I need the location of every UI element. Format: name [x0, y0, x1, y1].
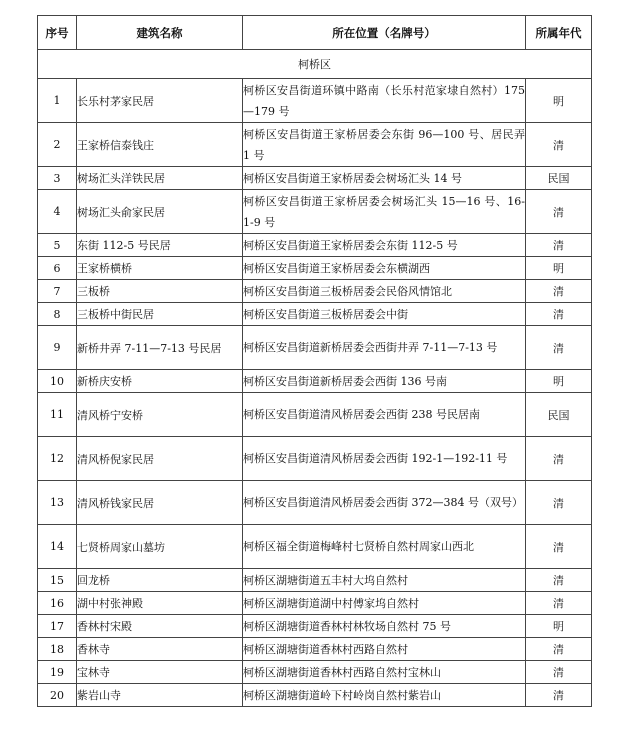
- table-row: [38, 280, 592, 303]
- location-cell: 柯桥区湖塘街道香林村西路自然村宝林山: [243, 661, 526, 684]
- table-row: [38, 684, 592, 707]
- era-cell: 清: [526, 437, 592, 481]
- heritage-building-table: [37, 15, 592, 707]
- table-row: [38, 592, 592, 615]
- table-row: [38, 569, 592, 592]
- location-cell: 柯桥区湖塘街道五丰村大坞自然村: [243, 569, 526, 592]
- building-name-cell: 宝林寺: [77, 661, 243, 684]
- location-cell: 柯桥区安昌街道清风桥居委会西街 372—384 号（双号）: [243, 481, 526, 525]
- location-cell: 柯桥区安昌街道王家桥居委会树场汇头 14 号: [243, 167, 526, 190]
- building-name-cell: 三板桥中街民居: [77, 303, 243, 326]
- table-row: [38, 638, 592, 661]
- building-name-cell: 新桥庆安桥: [77, 370, 243, 393]
- row-number: 2: [38, 123, 77, 167]
- era-cell: 清: [526, 123, 592, 167]
- table-row: [38, 437, 592, 481]
- era-cell: 清: [526, 326, 592, 370]
- location-cell: 柯桥区安昌街道新桥居委会西街 136 号南: [243, 370, 526, 393]
- building-name-cell: 香林村宋殿: [77, 615, 243, 638]
- era-cell: 清: [526, 661, 592, 684]
- row-number: 8: [38, 303, 77, 326]
- row-number: 16: [38, 592, 77, 615]
- row-number: 17: [38, 615, 77, 638]
- era-cell: 清: [526, 234, 592, 257]
- location-cell: 柯桥区湖塘街道岭下村岭岗自然村紫岩山: [243, 684, 526, 707]
- row-number: 20: [38, 684, 77, 707]
- location-cell: 柯桥区安昌街道三板桥居委会中街: [243, 303, 526, 326]
- era-cell: 明: [526, 79, 592, 123]
- header-era: 所属年代: [526, 16, 592, 50]
- building-name-cell: 长乐村茅家民居: [77, 79, 243, 123]
- building-name-cell: 七贤桥周家山墓坊: [77, 525, 243, 569]
- table-row: [38, 326, 592, 370]
- era-cell: 清: [526, 481, 592, 525]
- row-number: 4: [38, 190, 77, 234]
- header-location: 所在位置（名牌号）: [243, 16, 526, 50]
- location-cell: 柯桥区安昌街道新桥居委会西街井弄 7-11—7-13 号: [243, 326, 526, 370]
- row-number: 7: [38, 280, 77, 303]
- location-cell: 柯桥区安昌街道王家桥居委会树场汇头 15—16 号、16-1-9 号: [243, 190, 526, 234]
- row-number: 13: [38, 481, 77, 525]
- table-row: [38, 167, 592, 190]
- row-number: 5: [38, 234, 77, 257]
- building-name-cell: 紫岩山寺: [77, 684, 243, 707]
- era-cell: 清: [526, 280, 592, 303]
- table-row: [38, 370, 592, 393]
- row-number: 15: [38, 569, 77, 592]
- table-row: [38, 393, 592, 437]
- location-cell: 柯桥区湖塘街道香林村林牧场自然村 75 号: [243, 615, 526, 638]
- building-name-cell: 树场汇头俞家民居: [77, 190, 243, 234]
- table-header: [38, 16, 592, 50]
- row-number: 11: [38, 393, 77, 437]
- building-name-cell: 王家桥横桥: [77, 257, 243, 280]
- table-row: [38, 79, 592, 123]
- era-cell: 清: [526, 638, 592, 661]
- building-name-cell: 湖中村张神殿: [77, 592, 243, 615]
- location-cell: 柯桥区安昌街道环镇中路南（长乐村范家埭自然村）175—179 号: [243, 79, 526, 123]
- table-row: [38, 234, 592, 257]
- era-cell: 清: [526, 684, 592, 707]
- row-number: 19: [38, 661, 77, 684]
- location-cell: 柯桥区福全街道梅峰村七贤桥自然村周家山西北: [243, 525, 526, 569]
- building-name-cell: 回龙桥: [77, 569, 243, 592]
- row-number: 10: [38, 370, 77, 393]
- table-row: [38, 615, 592, 638]
- era-cell: 明: [526, 615, 592, 638]
- row-number: 9: [38, 326, 77, 370]
- table-row: [38, 481, 592, 525]
- location-cell: 柯桥区湖塘街道香林村西路自然村: [243, 638, 526, 661]
- location-cell: 柯桥区安昌街道王家桥居委会东横湖西: [243, 257, 526, 280]
- table-row: [38, 190, 592, 234]
- table-row: [38, 525, 592, 569]
- row-number: 18: [38, 638, 77, 661]
- header-building-name: 建筑名称: [77, 16, 243, 50]
- location-cell: 柯桥区湖塘街道湖中村傅家坞自然村: [243, 592, 526, 615]
- row-number: 14: [38, 525, 77, 569]
- building-name-cell: 三板桥: [77, 280, 243, 303]
- building-name-cell: 东街 112-5 号民居: [77, 234, 243, 257]
- era-cell: 清: [526, 190, 592, 234]
- era-cell: 清: [526, 303, 592, 326]
- table-row: [38, 303, 592, 326]
- section-label: 柯桥区: [38, 50, 592, 79]
- location-cell: 柯桥区安昌街道王家桥居委会东街 96—100 号、居民弄 1 号: [243, 123, 526, 167]
- table-row: [38, 123, 592, 167]
- era-cell: 明: [526, 257, 592, 280]
- building-name-cell: 清风桥宁安桥: [77, 393, 243, 437]
- header-number: 序号: [38, 16, 77, 50]
- table-body: [38, 50, 592, 707]
- era-cell: 民国: [526, 167, 592, 190]
- era-cell: 明: [526, 370, 592, 393]
- building-name-cell: 清风桥钱家民居: [77, 481, 243, 525]
- location-cell: 柯桥区安昌街道清风桥居委会西街 238 号民居南: [243, 393, 526, 437]
- table-row: [38, 257, 592, 280]
- era-cell: 民国: [526, 393, 592, 437]
- row-number: 1: [38, 79, 77, 123]
- building-name-cell: 香林寺: [77, 638, 243, 661]
- era-cell: 清: [526, 569, 592, 592]
- era-cell: 清: [526, 592, 592, 615]
- building-name-cell: 树场汇头洋铁民居: [77, 167, 243, 190]
- building-name-cell: 新桥井弄 7-11—7-13 号民居: [77, 326, 243, 370]
- row-number: 12: [38, 437, 77, 481]
- era-cell: 清: [526, 525, 592, 569]
- building-name-cell: 清风桥倪家民居: [77, 437, 243, 481]
- location-cell: 柯桥区安昌街道三板桥居委会民俗风情馆北: [243, 280, 526, 303]
- section-row: [38, 50, 592, 79]
- table-row: [38, 661, 592, 684]
- row-number: 6: [38, 257, 77, 280]
- location-cell: 柯桥区安昌街道清风桥居委会西街 192-1—192-11 号: [243, 437, 526, 481]
- row-number: 3: [38, 167, 77, 190]
- location-cell: 柯桥区安昌街道王家桥居委会东街 112-5 号: [243, 234, 526, 257]
- building-name-cell: 王家桥信泰钱庄: [77, 123, 243, 167]
